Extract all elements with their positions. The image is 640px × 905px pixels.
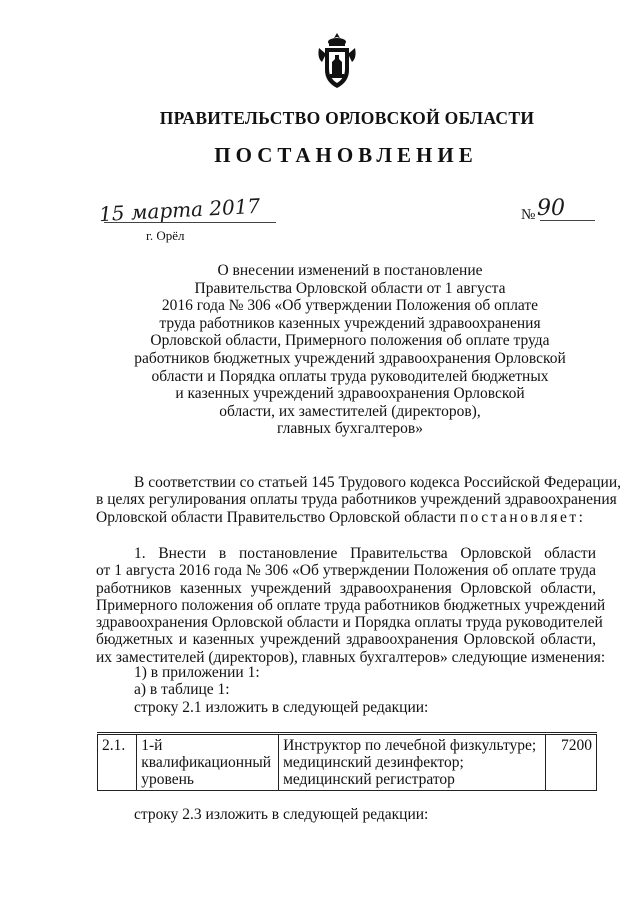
- document-subject: [120, 262, 580, 438]
- subject-line: главных бухгалтеров»: [277, 420, 423, 438]
- item-line: здравоохранения Орловской области и Порядка оплаты труда руководителей: [96, 614, 603, 632]
- resolves-word: постановляет:: [459, 508, 586, 526]
- date-underline: [104, 222, 276, 223]
- item-line: 1. Внести в постановление Правительства Орловской области: [134, 545, 596, 562]
- subitem-line: строку 2.1 изложить в следующей редакции:: [134, 698, 429, 716]
- preamble-paragraph: [96, 474, 622, 526]
- qualification-level-cell: 1-й квалификационный уровень: [137, 734, 279, 791]
- item-line: от 1 августа 2016 года № 306 «Об утверждении Положения об оплате труда: [96, 562, 596, 580]
- salary-cell: 7200: [545, 734, 596, 791]
- subject-line: работников бюджетных учреждений здравоохранения Орловской: [134, 349, 566, 367]
- preamble-text: Орловской области Правительство Орловской области: [96, 508, 460, 526]
- subject-line: труда работников казенных учреждений здравоохранения: [159, 314, 541, 332]
- item-line: их заместителей (директоров), главных бухгалтеров» следующие изменения:: [96, 648, 606, 666]
- item-line: бюджетных и казенных учреждений здравоохранения Орловской области,: [96, 631, 596, 649]
- row-number-cell: 2.1.: [98, 734, 137, 791]
- item-1-paragraph: [96, 545, 606, 666]
- handwritten-number: 90: [537, 196, 565, 221]
- positions-cell: Инструктор по лечебной физкультуре; медицинский дезинфектор; медицинский регистратор: [279, 734, 546, 791]
- preamble-line: [96, 509, 596, 526]
- preamble-line: в целях регулирования оплаты труда работников учреждений здравоохранения: [96, 491, 617, 509]
- handwritten-date: 15 марта 2017: [98, 193, 261, 227]
- coat-of-arms-emblem: [316, 32, 358, 90]
- table-row: [98, 734, 597, 791]
- number-label: №: [521, 207, 536, 223]
- subject-line: 2016 года № 306 «Об утверждении Положения об оплате: [161, 297, 539, 315]
- subject-line: области, их заместителей (директоров),: [219, 402, 481, 420]
- subject-line: Правительства Орловской области от 1 августа: [194, 279, 506, 297]
- subitem-line: 1) в приложении 1:: [134, 664, 260, 681]
- subject-line: Орловской области, Примерного положения об оплате труда: [150, 332, 550, 350]
- subitems: [134, 664, 634, 716]
- item-line: работников казенных учреждений здравоохранения Орловской области,: [96, 579, 596, 597]
- item-line: Примерного положения об оплате труда работников бюджетных учреждений: [96, 596, 606, 614]
- subject-line: О внесении изменений в постановление: [217, 262, 483, 279]
- salary-table: [97, 732, 597, 791]
- subject-line: и казенных учреждений здравоохранения Орловской: [175, 385, 525, 403]
- government-title: ПРАВИТЕЛЬСТВО ОРЛОВСКОЙ ОБЛАСТИ: [159, 108, 535, 128]
- preamble-line: В соответствии со статьей 145 Трудового кодекса Российской Федерации,: [134, 474, 622, 491]
- city-label: г. Орёл: [146, 228, 185, 243]
- document-type: ПОСТАНОВЛЕНИЕ: [214, 143, 478, 167]
- subitem-line: а) в таблице 1:: [134, 681, 230, 699]
- number-underline: [540, 220, 595, 221]
- after-table-line: строку 2.3 изложить в следующей редакции:: [134, 806, 429, 823]
- subject-line: области и Порядка оплаты труда руководителей бюджетных: [151, 367, 549, 385]
